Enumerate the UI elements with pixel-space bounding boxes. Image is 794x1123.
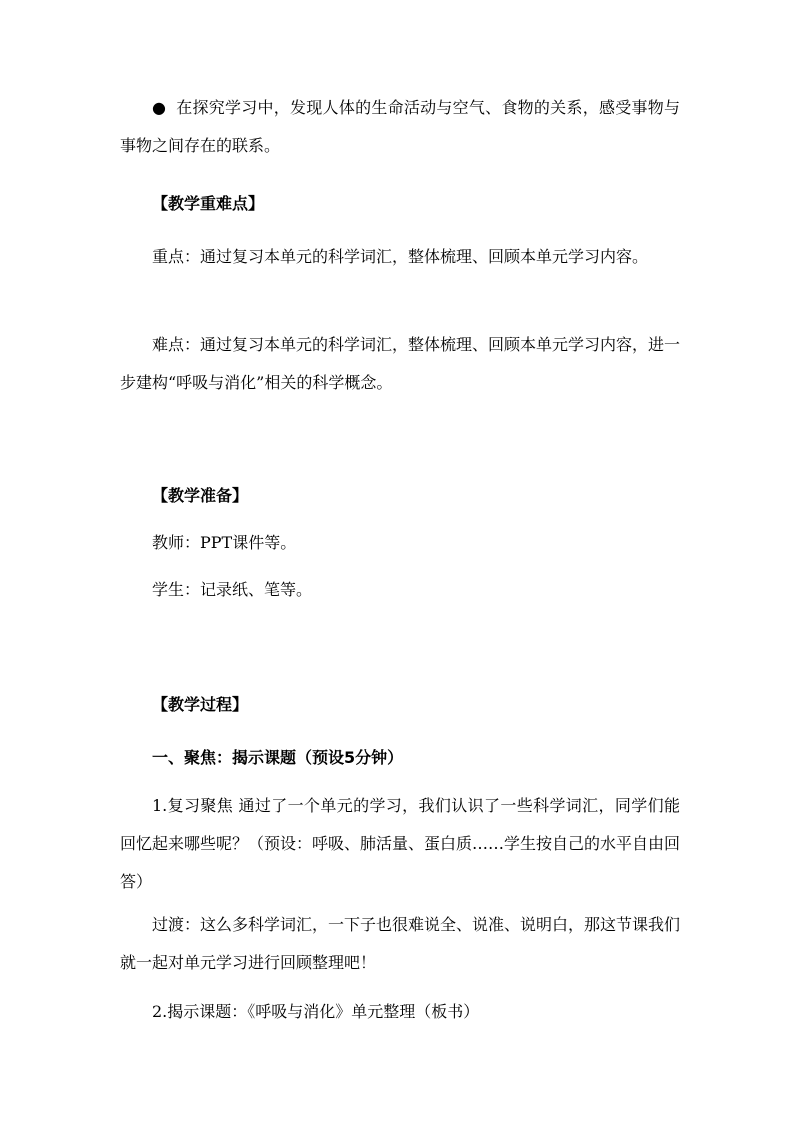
- section-heading-focus: 一、聚焦：揭示课题（预设5分钟）: [152, 748, 404, 767]
- focus-paragraph: 重点：通过复习本单元的科学词汇，整体梳理、回顾本单元学习内容。: [152, 247, 649, 266]
- bullet-icon: ●: [152, 98, 167, 117]
- transition-paragraph: 过渡：这么多科学词汇，一下子也很难说全、说准、说明白，那这节课我们就一起对单元学习进行回顾整理吧！: [120, 915, 681, 972]
- objective-paragraph: [120, 89, 680, 165]
- objective-text: 在探究学习中，发现人体的生命活动与空气、食物的关系，感受事物与事物之间存在的联系。: [120, 98, 680, 155]
- teacher-preparation: 教师：PPT课件等。: [152, 533, 297, 552]
- review-paragraph: 1.复习聚焦 通过了一个单元的学习，我们认识了一些科学词汇，同学们能回忆起来哪些呢？（预设：呼吸、肺活量、蛋白质……学生按自己的水平自由回答）: [120, 796, 681, 891]
- topic-paragraph: 2.揭示课题：《呼吸与消化》单元整理（板书）: [152, 1002, 480, 1021]
- process-heading: 【教学过程】: [152, 695, 249, 714]
- key-points-heading: 【教学重难点】: [152, 194, 265, 213]
- preparation-heading: 【教学准备】: [152, 486, 249, 505]
- difficulty-paragraph: 难点：通过复习本单元的科学词汇，整体梳理、回顾本单元学习内容，进一步建构“呼吸与消化”相关的科学概念。: [120, 335, 681, 392]
- student-preparation: 学生：记录纸、笔等。: [152, 580, 313, 599]
